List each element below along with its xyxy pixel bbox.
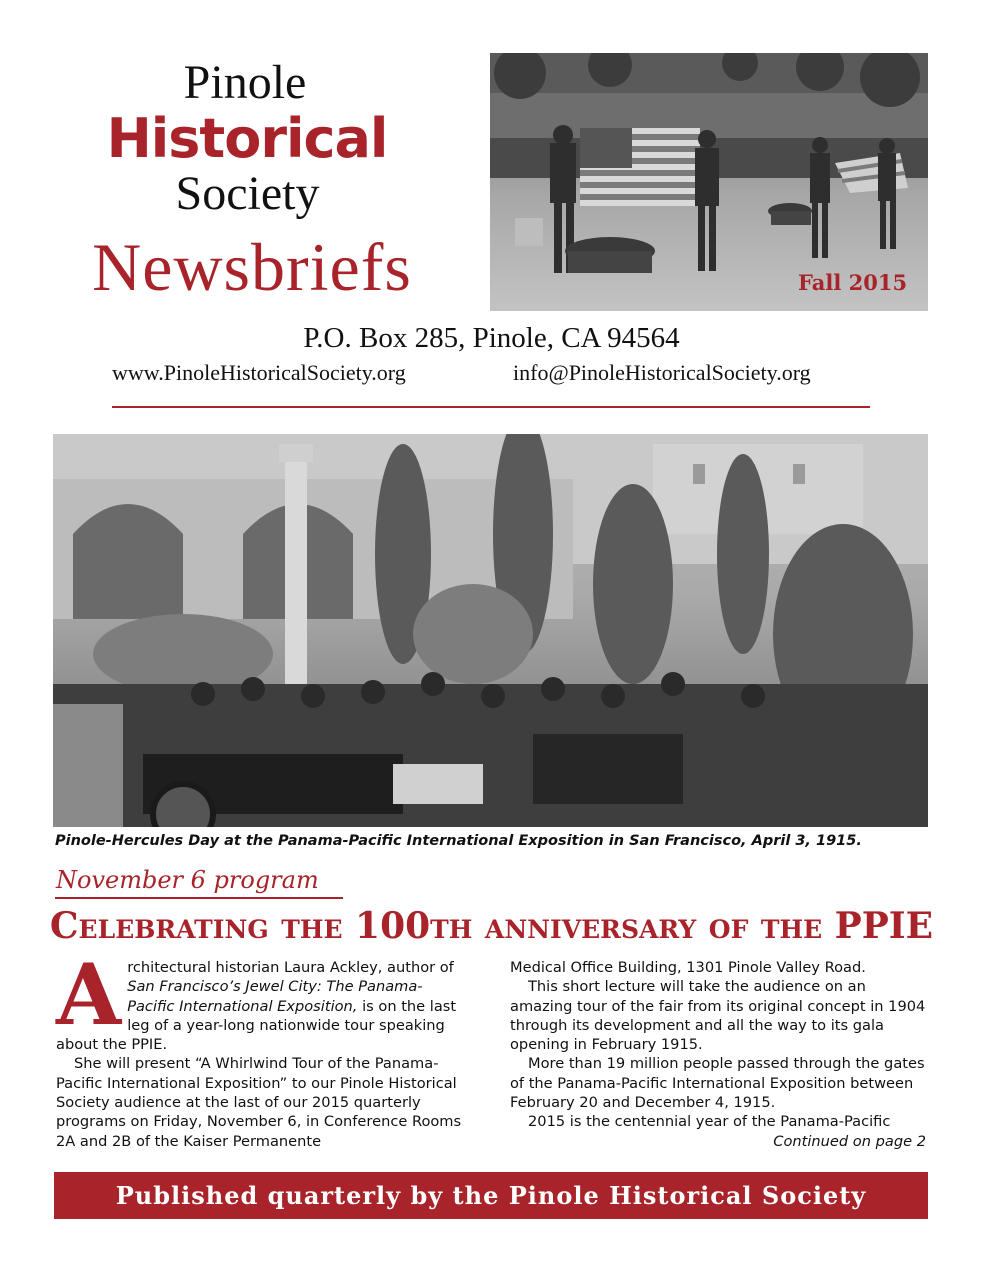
- article-column-right: [510, 958, 926, 1151]
- article-headline: Celebrating the 100th anniversary of the PPIE: [49, 905, 934, 947]
- footer-banner: Published quarterly by the Pinole Historical Society: [54, 1172, 928, 1219]
- continued-note: Continued on page 2: [773, 1132, 926, 1150]
- paragraph-text: rchitectural historian Laura Ackley, author of: [127, 959, 454, 976]
- article-column-left: [56, 945, 463, 1151]
- article-paragraph: This short lecture will take the audience on an amazing tour of the fair from its original concept in 1904 through its development and all the way to its gala opening in February 1915.: [510, 978, 926, 1054]
- paragraph-text: is on the last leg of a year-long nationwide tour speaking about the PPIE.: [56, 997, 457, 1054]
- email-link[interactable]: info@PinoleHistoricalSociety.org: [513, 360, 811, 385]
- masthead-society: Society: [175, 167, 320, 220]
- exposition-photo: [53, 434, 928, 827]
- header-divider: [112, 406, 870, 408]
- mailing-address: P.O. Box 285, Pinole, CA 94564: [303, 322, 680, 354]
- website-link[interactable]: www.PinoleHistoricalSociety.org: [112, 360, 406, 385]
- article-paragraph: She will present “A Whirlwind Tour of the Panama-Pacific International Exposition” to our Pinole Historical Society audience at the last of our 2015 quarterly programs on Friday, November 6, in Conference Rooms 2A and 2B of the Kaiser Permanente: [56, 1055, 462, 1150]
- issue-label: Fall 2015: [798, 270, 908, 295]
- masthead-pinole: Pinole: [183, 56, 307, 109]
- drop-cap: A: [56, 945, 122, 1044]
- program-underline: [55, 897, 343, 899]
- article-paragraph: [56, 945, 463, 1054]
- masthead-historical: Historical: [106, 107, 388, 170]
- article-paragraph: 2015 is the centennial year of the Panama-Pacific: [528, 1113, 891, 1131]
- newsletter-title: Newsbriefs: [92, 229, 412, 305]
- program-label: November 6 program: [56, 866, 319, 894]
- article-paragraph: More than 19 million people passed through the gates of the Panama-Pacific International Exposition between February 20 and December 4, 1915.: [510, 1055, 925, 1112]
- book-title: San Francisco’s Jewel City: The Panama-Pacific International Exposition,: [127, 978, 423, 1015]
- article-paragraph: Medical Office Building, 1301 Pinole Valley Road.: [510, 959, 866, 976]
- photo-caption: Pinole-Hercules Day at the Panama-Pacific International Exposition in San Francisco, April 3, 1915.: [55, 833, 862, 849]
